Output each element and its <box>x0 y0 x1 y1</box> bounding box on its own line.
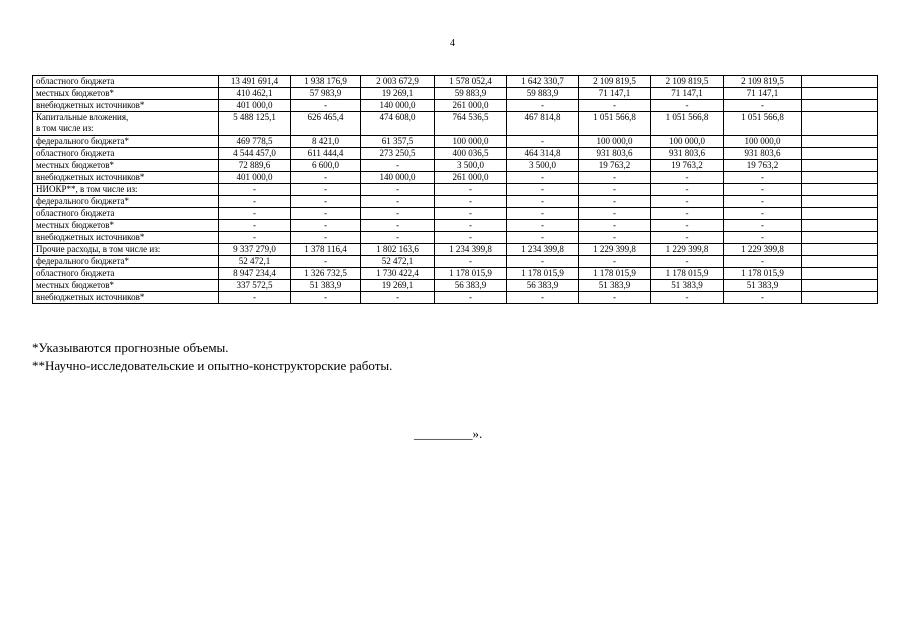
table-cell <box>802 280 878 292</box>
row-label: внебюджетных источников* <box>33 232 219 244</box>
table-cell: 1 234 399,8 <box>507 244 579 256</box>
table-cell: - <box>724 232 802 244</box>
table-cell: 19 269,1 <box>361 280 435 292</box>
table-cell: - <box>724 196 802 208</box>
table-cell: - <box>219 220 291 232</box>
table-cell: 100 000,0 <box>579 136 651 148</box>
table-cell: - <box>435 184 507 196</box>
table-cell: - <box>724 208 802 220</box>
table-cell <box>802 244 878 256</box>
table-row <box>33 76 878 88</box>
table-cell: - <box>651 100 724 112</box>
table-cell: 1 326 732,5 <box>291 268 361 280</box>
table-row <box>33 148 878 160</box>
table-cell: 1 178 015,9 <box>579 268 651 280</box>
table-cell: 273 250,5 <box>361 148 435 160</box>
table-cell: - <box>219 292 291 304</box>
table-cell: - <box>507 256 579 268</box>
table-cell: - <box>219 208 291 220</box>
table-cell: 261 000,0 <box>435 100 507 112</box>
table-row <box>33 112 878 136</box>
row-label: внебюджетных источников* <box>33 100 219 112</box>
table-cell: - <box>291 100 361 112</box>
row-label: местных бюджетов* <box>33 88 219 100</box>
table-cell: - <box>361 184 435 196</box>
table-row <box>33 220 878 232</box>
table-cell: - <box>219 232 291 244</box>
table-cell: 1 229 399,8 <box>724 244 802 256</box>
table-cell: - <box>507 100 579 112</box>
table-cell: - <box>291 196 361 208</box>
table-cell: 261 000,0 <box>435 172 507 184</box>
table-cell: 100 000,0 <box>651 136 724 148</box>
table-cell: - <box>651 172 724 184</box>
table-cell: - <box>507 172 579 184</box>
table-row <box>33 100 878 112</box>
table-cell: 2 109 819,5 <box>724 76 802 88</box>
table-cell <box>802 136 878 148</box>
table-row <box>33 292 878 304</box>
table-cell: 4 544 457,0 <box>219 148 291 160</box>
row-label: федерального бюджета* <box>33 136 219 148</box>
table-cell <box>802 88 878 100</box>
table-cell: 931 803,6 <box>651 148 724 160</box>
table-cell: 56 383,9 <box>435 280 507 292</box>
table-cell: 1 051 566,8 <box>651 112 724 136</box>
table-cell: 1 378 116,4 <box>291 244 361 256</box>
table-cell: - <box>435 232 507 244</box>
table-cell: 1 642 330,7 <box>507 76 579 88</box>
table-cell: 1 234 399,8 <box>435 244 507 256</box>
table-cell: - <box>435 256 507 268</box>
table-cell: - <box>291 256 361 268</box>
table-cell: 931 803,6 <box>579 148 651 160</box>
table-cell: - <box>724 292 802 304</box>
table-cell: 6 600,0 <box>291 160 361 172</box>
table-cell: 337 572,5 <box>219 280 291 292</box>
table-cell: - <box>435 292 507 304</box>
table-cell: - <box>579 196 651 208</box>
table-cell: 19 763,2 <box>651 160 724 172</box>
table-cell: - <box>291 208 361 220</box>
table-row <box>33 136 878 148</box>
table-cell: - <box>724 220 802 232</box>
table-cell: - <box>507 196 579 208</box>
table-cell: 467 814,8 <box>507 112 579 136</box>
table-cell <box>802 184 878 196</box>
table-cell: 9 337 279,0 <box>219 244 291 256</box>
table-cell <box>802 292 878 304</box>
table-cell: 140 000,0 <box>361 172 435 184</box>
table-cell: 464 314,8 <box>507 148 579 160</box>
table-cell: 764 536,5 <box>435 112 507 136</box>
table-row <box>33 256 878 268</box>
table-cell: 2 003 672,9 <box>361 76 435 88</box>
table-cell: - <box>507 208 579 220</box>
table-cell: - <box>507 220 579 232</box>
table-cell <box>802 76 878 88</box>
table-cell: - <box>651 220 724 232</box>
table-cell: - <box>579 208 651 220</box>
table-cell: - <box>435 220 507 232</box>
budget-table <box>32 75 878 304</box>
table-cell: - <box>291 232 361 244</box>
table-cell: - <box>361 232 435 244</box>
table-cell: 19 269,1 <box>361 88 435 100</box>
row-label: внебюджетных источников* <box>33 172 219 184</box>
table-cell: 1 051 566,8 <box>724 112 802 136</box>
row-label: областного бюджета <box>33 208 219 220</box>
table-cell: - <box>651 292 724 304</box>
table-cell: - <box>579 220 651 232</box>
table-cell: 1 051 566,8 <box>579 112 651 136</box>
row-label: НИОКР**, в том числе из: <box>33 184 219 196</box>
table-row <box>33 184 878 196</box>
table-cell <box>802 256 878 268</box>
row-label: Прочие расходы, в том числе из: <box>33 244 219 256</box>
row-label: местных бюджетов* <box>33 160 219 172</box>
table-cell: - <box>507 136 579 148</box>
table-cell: 611 444,4 <box>291 148 361 160</box>
table-cell: 410 462,1 <box>219 88 291 100</box>
table-cell: - <box>291 292 361 304</box>
table-cell: 8 947 234,4 <box>219 268 291 280</box>
row-label: Капитальные вложения, в том числе из: <box>33 112 219 136</box>
table-cell: - <box>507 292 579 304</box>
table-cell: 474 608,0 <box>361 112 435 136</box>
table-cell: 100 000,0 <box>435 136 507 148</box>
table-cell <box>802 268 878 280</box>
table-cell: 19 763,2 <box>579 160 651 172</box>
table-cell: - <box>291 220 361 232</box>
table-cell: 61 357,5 <box>361 136 435 148</box>
table-cell: 931 803,6 <box>724 148 802 160</box>
table-cell: 57 983,9 <box>291 88 361 100</box>
table-row <box>33 244 878 256</box>
table-cell: - <box>651 232 724 244</box>
table-cell: - <box>361 196 435 208</box>
table-cell: 1 730 422,4 <box>361 268 435 280</box>
table-cell: 13 491 691,4 <box>219 76 291 88</box>
row-label: областного бюджета <box>33 76 219 88</box>
table-cell: 100 000,0 <box>724 136 802 148</box>
table-cell: 469 778,5 <box>219 136 291 148</box>
table-cell: - <box>651 208 724 220</box>
row-label: местных бюджетов* <box>33 220 219 232</box>
table-cell: 5 488 125,1 <box>219 112 291 136</box>
table-cell <box>802 160 878 172</box>
table-cell: 3 500,0 <box>507 160 579 172</box>
table-cell: - <box>361 160 435 172</box>
table-body <box>33 76 878 304</box>
table-row <box>33 172 878 184</box>
table-cell: - <box>724 100 802 112</box>
table-cell: 71 147,1 <box>651 88 724 100</box>
table-cell: - <box>219 184 291 196</box>
table-cell <box>802 100 878 112</box>
table-cell: 401 000,0 <box>219 100 291 112</box>
table-cell <box>802 196 878 208</box>
table-cell: 52 472,1 <box>219 256 291 268</box>
row-label: областного бюджета <box>33 148 219 160</box>
table-row <box>33 280 878 292</box>
table-cell: 1 178 015,9 <box>724 268 802 280</box>
table-row <box>33 268 878 280</box>
page-number: 4 <box>450 38 455 49</box>
table-cell: 59 883,9 <box>507 88 579 100</box>
table-cell: - <box>579 292 651 304</box>
closing-mark: _________». <box>414 426 483 441</box>
table-cell: - <box>579 184 651 196</box>
table-cell: 51 383,9 <box>291 280 361 292</box>
table-cell: 1 178 015,9 <box>435 268 507 280</box>
table-cell: 1 938 176,9 <box>291 76 361 88</box>
table-cell: 56 383,9 <box>507 280 579 292</box>
table-row <box>33 160 878 172</box>
table-cell: 71 147,1 <box>724 88 802 100</box>
footnote-niokr: **Научно-исследовательские и опытно-конструкторские работы. <box>32 358 393 373</box>
table-cell: - <box>361 208 435 220</box>
table-cell: - <box>651 184 724 196</box>
table-cell <box>802 172 878 184</box>
table-cell: 71 147,1 <box>579 88 651 100</box>
row-label: внебюджетных источников* <box>33 292 219 304</box>
table-cell: 2 109 819,5 <box>579 76 651 88</box>
table-cell: 1 178 015,9 <box>651 268 724 280</box>
table-cell: 1 802 163,6 <box>361 244 435 256</box>
row-label: областного бюджета <box>33 268 219 280</box>
table-cell: - <box>651 196 724 208</box>
table-cell <box>802 112 878 136</box>
table-cell: 51 383,9 <box>579 280 651 292</box>
row-label: федерального бюджета* <box>33 196 219 208</box>
table-cell: - <box>724 172 802 184</box>
table-cell: - <box>507 184 579 196</box>
table-cell: - <box>435 196 507 208</box>
table-row <box>33 196 878 208</box>
table-cell: - <box>579 100 651 112</box>
table-cell: 8 421,0 <box>291 136 361 148</box>
table-cell: 1 229 399,8 <box>651 244 724 256</box>
table-cell: - <box>435 208 507 220</box>
table-cell: 51 383,9 <box>724 280 802 292</box>
table-cell: - <box>291 184 361 196</box>
row-label: местных бюджетов* <box>33 280 219 292</box>
table-cell: 2 109 819,5 <box>651 76 724 88</box>
table-cell: - <box>507 232 579 244</box>
table-cell: - <box>579 172 651 184</box>
table-cell: - <box>724 256 802 268</box>
table-row <box>33 232 878 244</box>
table-cell: 19 763,2 <box>724 160 802 172</box>
table-row <box>33 88 878 100</box>
table-cell: 3 500,0 <box>435 160 507 172</box>
footnote-forecast: *Указываются прогнозные объемы. <box>32 340 229 355</box>
table-cell <box>802 148 878 160</box>
table-cell: 401 000,0 <box>219 172 291 184</box>
table-row <box>33 208 878 220</box>
table-cell <box>802 220 878 232</box>
table-cell: 1 178 015,9 <box>507 268 579 280</box>
table-cell: 72 889,6 <box>219 160 291 172</box>
table-cell: 52 472,1 <box>361 256 435 268</box>
table-cell: 59 883,9 <box>435 88 507 100</box>
row-label: федерального бюджета* <box>33 256 219 268</box>
table-cell: - <box>361 220 435 232</box>
table-cell: - <box>651 256 724 268</box>
table-cell: - <box>724 184 802 196</box>
table-cell: - <box>579 232 651 244</box>
table-cell <box>802 208 878 220</box>
table-cell: 400 036,5 <box>435 148 507 160</box>
table-cell: 140 000,0 <box>361 100 435 112</box>
table-cell <box>802 232 878 244</box>
table-cell: 1 229 399,8 <box>579 244 651 256</box>
table-cell: 51 383,9 <box>651 280 724 292</box>
table-cell: 1 578 052,4 <box>435 76 507 88</box>
table-cell: - <box>219 196 291 208</box>
table-cell: - <box>361 292 435 304</box>
table-cell: 626 465,4 <box>291 112 361 136</box>
table-cell: - <box>579 256 651 268</box>
table-cell: - <box>291 172 361 184</box>
